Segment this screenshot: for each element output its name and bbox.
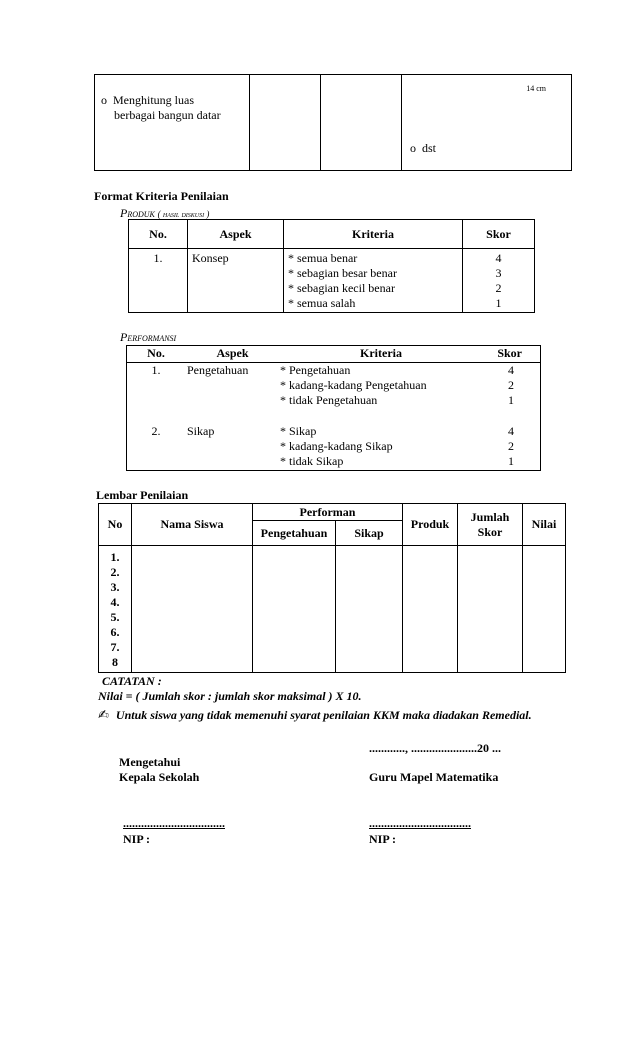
- catatan-note: Untuk siswa yang tidak memenuhi syarat penilaian KKM maka diadakan Remedial.: [115, 708, 532, 722]
- lembar-title: Lembar Penilaian: [96, 488, 189, 502]
- left-signature-dots: ..................................: [123, 816, 225, 830]
- produk-kriteria-4: * semua salah: [288, 296, 356, 310]
- perf-1-kriteria-2: * kadang-kadang Pengetahuan: [280, 378, 427, 392]
- lembar-no-8: 8: [112, 655, 118, 669]
- catatan-label: CATATAN :: [102, 674, 162, 688]
- perf-header-aspek: Aspek: [185, 346, 280, 363]
- perf-row-1-kriteria: [280, 363, 482, 424]
- lembar-no-2: 2.: [110, 565, 120, 579]
- format-title: Format Kriteria Penilaian: [94, 189, 229, 203]
- produk-kriteria-2: * sebagian besar benar: [288, 266, 397, 280]
- perf-row-1-skor: [482, 363, 541, 424]
- kepala-sekolah-text: Kepala Sekolah: [119, 770, 200, 784]
- lembar-nilai-cell: [523, 546, 566, 673]
- produk-heading: Produk: [120, 206, 155, 220]
- produk-header-aspek: Aspek: [188, 220, 284, 249]
- perf-header-no: No.: [127, 346, 186, 363]
- lembar-produk-cell: [403, 546, 458, 673]
- perf-row-2-kriteria: [280, 424, 482, 471]
- lembar-sikap-cell: [336, 546, 403, 673]
- perf-2-skor-3: 1: [508, 453, 514, 468]
- lembar-table: [98, 503, 566, 673]
- lembar-no-4: 4.: [110, 595, 120, 609]
- mengetahui-text: Mengetahui: [119, 755, 181, 769]
- produk-skor-3: 2: [495, 281, 502, 295]
- lembar-no-1: 1.: [110, 550, 120, 564]
- writing-hand-icon: ✍: [98, 708, 109, 723]
- lembar-no-6: 6.: [110, 625, 120, 639]
- lembar-jumlah-cell: [458, 546, 523, 673]
- top-cell-3: [321, 75, 402, 171]
- size-note: 14 cm: [526, 84, 546, 93]
- perf-2-skor-2: 2: [508, 438, 514, 453]
- produk-header-no: No.: [129, 220, 188, 249]
- lembar-header-no: No: [99, 504, 132, 546]
- lembar-header-performan: Performan: [253, 504, 403, 521]
- lembar-header-nilai: Nilai: [523, 504, 566, 546]
- right-signature-dots: ..................................: [369, 816, 471, 830]
- produk-skor-2: 3: [495, 266, 502, 280]
- lembar-nama-cell: [132, 546, 253, 673]
- produk-kriteria-3: * sebagian kecil benar: [288, 281, 395, 295]
- lembar-no-5: 5.: [110, 610, 120, 624]
- produk-header-skor: Skor: [463, 220, 535, 249]
- dst-text: dst: [422, 141, 437, 155]
- perf-row-1-aspek: Pengetahuan: [185, 363, 280, 424]
- produk-row-aspek: Konsep: [188, 249, 284, 313]
- top-item-line-1: Menghitung luas: [113, 93, 194, 107]
- perf-header-kriteria: Kriteria: [280, 346, 482, 363]
- top-item-line-2: berbagai bangun datar: [114, 108, 221, 122]
- produk-heading-paren: ( hasil diskusi ): [157, 209, 210, 219]
- nip-left: NIP :: [123, 832, 150, 846]
- performansi-table: [126, 345, 541, 471]
- perf-1-kriteria-3: * tidak Pengetahuan: [280, 393, 378, 407]
- lembar-header-jumlah-skor: [458, 504, 523, 546]
- top-cell-4: [402, 75, 572, 171]
- perf-1-skor-1: 4: [508, 363, 514, 377]
- perf-row-2-aspek: Sikap: [185, 424, 280, 471]
- lembar-header-skor: Skor: [477, 524, 503, 539]
- catatan-formula: Nilai = ( Jumlah skor : jumlah skor maksimal ) X 10.: [98, 689, 362, 703]
- produk-skor-4: 1: [495, 296, 502, 310]
- top-cell-2: [250, 75, 321, 171]
- top-cell-1: [95, 75, 250, 171]
- produk-skor-1: 4: [495, 251, 502, 265]
- perf-row-1-no: 1.: [127, 363, 186, 424]
- perf-1-skor-3: 1: [508, 393, 514, 407]
- lembar-header-sikap: Sikap: [336, 521, 403, 546]
- date-line: ............, ......................20 ...: [369, 741, 501, 755]
- perf-1-kriteria-1: * Pengetahuan: [280, 363, 351, 377]
- lembar-header-jumlah: Jumlah: [470, 509, 510, 524]
- lembar-no-7: 7.: [110, 640, 120, 654]
- lembar-header-nama: Nama Siswa: [132, 504, 253, 546]
- perf-1-skor-2: 2: [508, 378, 514, 392]
- top-table: [94, 74, 572, 171]
- lembar-no-3: 3.: [110, 580, 120, 594]
- produk-row-kriteria: [284, 249, 463, 313]
- dst-bullet: o: [410, 141, 416, 155]
- guru-mapel-text: Guru Mapel Matematika: [369, 770, 499, 784]
- top-bullet: o: [101, 93, 107, 107]
- lembar-header-produk: Produk: [403, 504, 458, 546]
- produk-row-no: 1.: [129, 249, 188, 313]
- lembar-header-pengetahuan: Pengetahuan: [253, 521, 336, 546]
- perf-2-kriteria-1: * Sikap: [280, 423, 317, 438]
- perf-2-kriteria-2: * kadang-kadang Sikap: [280, 438, 393, 453]
- perf-header-skor: Skor: [482, 346, 541, 363]
- perf-row-2-skor: [482, 424, 541, 471]
- lembar-pengetahuan-cell: [253, 546, 336, 673]
- lembar-numbers: [99, 546, 132, 673]
- produk-row-skor: [463, 249, 535, 313]
- produk-header-kriteria: Kriteria: [284, 220, 463, 249]
- produk-kriteria-1: * semua benar: [288, 251, 358, 265]
- perf-2-kriteria-3: * tidak Sikap: [280, 453, 344, 468]
- perf-row-2-no: 2.: [127, 424, 186, 471]
- nip-right: NIP :: [369, 832, 396, 846]
- performansi-heading: Performansi: [120, 330, 177, 344]
- perf-2-skor-1: 4: [508, 423, 514, 438]
- produk-table: [128, 219, 535, 313]
